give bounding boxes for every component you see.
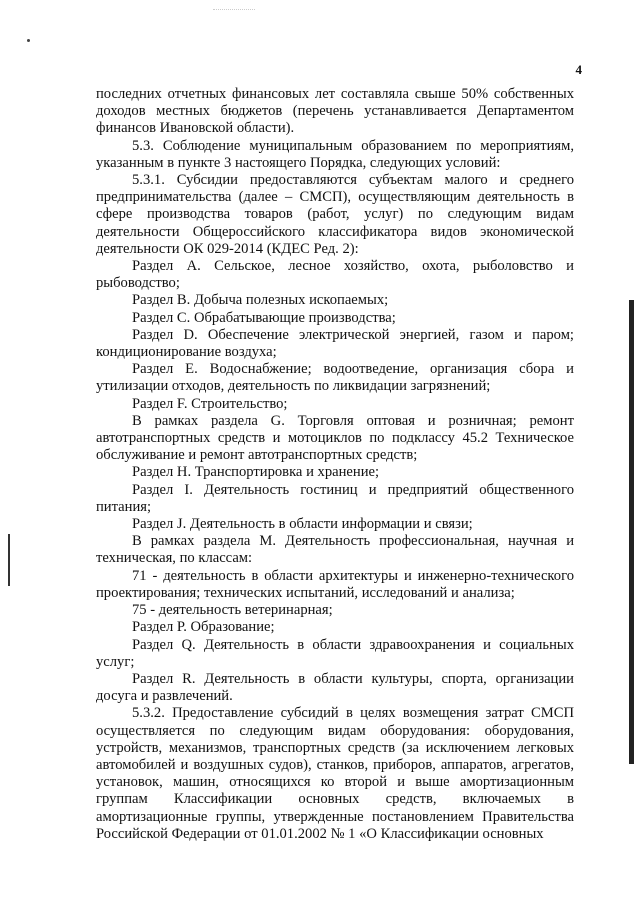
section-h: Раздел Н. Транспортировка и хранение; [132, 464, 380, 481]
section-i: Раздел I. Деятельность гостиниц и предприятий общественного питания; [96, 481, 574, 515]
section-a: Раздел А. Сельское, лесное хозяйство, охота, рыболовство и рыбоводство; [96, 258, 574, 292]
section-e: Раздел Е. Водоснабжение; водоотведение, организация сбора и утилизации отходов, деятельность по ликвидации загрязнений; [96, 361, 574, 395]
paragraph-continuation: последних отчетных финансовых лет составляла свыше 50% собственных доходов местных бюджетов (перечень устанавливается Департаментом финансов Ивановской области). [96, 86, 574, 137]
paragraph-5-3-1: 5.3.1. Субсидии предоставляются субъектам малого и среднего предпринимательства (далее – СМСП), осуществляющим деятельность в сфере производства товаров (работ, услуг) по следующим видам деятельности Общероссийского классификатора видов экономической деятельности ОК 029-2014 (КДЕС Ред. 2): [96, 172, 574, 257]
section-p: Раздел Р. Образование; [132, 619, 275, 636]
section-r: Раздел R. Деятельность в области культуры, спорта, организации досуга и развлечений. [96, 670, 574, 705]
paragraph-5-3: 5.3. Соблюдение муниципальным образованием по мероприятиям, указанным в пункте 3 настоящего Порядка, следующих условий: [96, 137, 574, 171]
section-j: Раздел J. Деятельность в области информации и связи; [132, 516, 473, 533]
page-number: 4 [575, 62, 582, 77]
section-q: Раздел Q. Деятельность в области здравоохранения и социальных услуг; [96, 636, 574, 670]
class-75: 75 - деятельность ветеринарная; [132, 602, 333, 619]
section-c: Раздел С. Обрабатывающие производства; [132, 309, 396, 326]
section-b: Раздел В. Добыча полезных ископаемых; [132, 292, 389, 309]
section-m: В рамках раздела М. Деятельность профессиональная, научная и техническая, по классам: [96, 533, 574, 567]
scan-dot [27, 39, 30, 42]
section-g: В рамках раздела G. Торговля оптовая и розничная; ремонт автотранспортных средств и мотоциклов по подклассу 45.2 Техническое обслуживание и ремонт автотранспортных средств; [96, 412, 574, 464]
scan-speck [213, 9, 255, 11]
class-71: 71 - деятельность в области архитектуры и инженерно-технического проектирования; технических испытаний, исследований и анализа; [96, 567, 574, 601]
section-d: Раздел D. Обеспечение электрической энергией, газом и паром; кондиционирование воздуха; [96, 326, 574, 361]
paragraph-5-3-2: 5.3.2. Предоставление субсидий в целях возмещения затрат СМСП осуществляется по следующим видам оборудования: оборудования, устройств, механизмов, транспортных средств (за исключением легковых автомобилей и воздушных судов), станков, приборов, аппаратов, агрегатов, установок, машин, относящихся ко второй и выше амортизационным группам Классификации основных средств, включаемых в амортизационные группы, утвержденные постановлением Правительства Российской Федерации от 01.01.2002 № 1 «О Классификации основных [96, 705, 574, 842]
document-body [96, 86, 574, 843]
scan-margin-mark [8, 534, 10, 586]
section-f: Раздел F. Строительство; [132, 395, 288, 412]
scan-edge-bar [629, 300, 634, 764]
